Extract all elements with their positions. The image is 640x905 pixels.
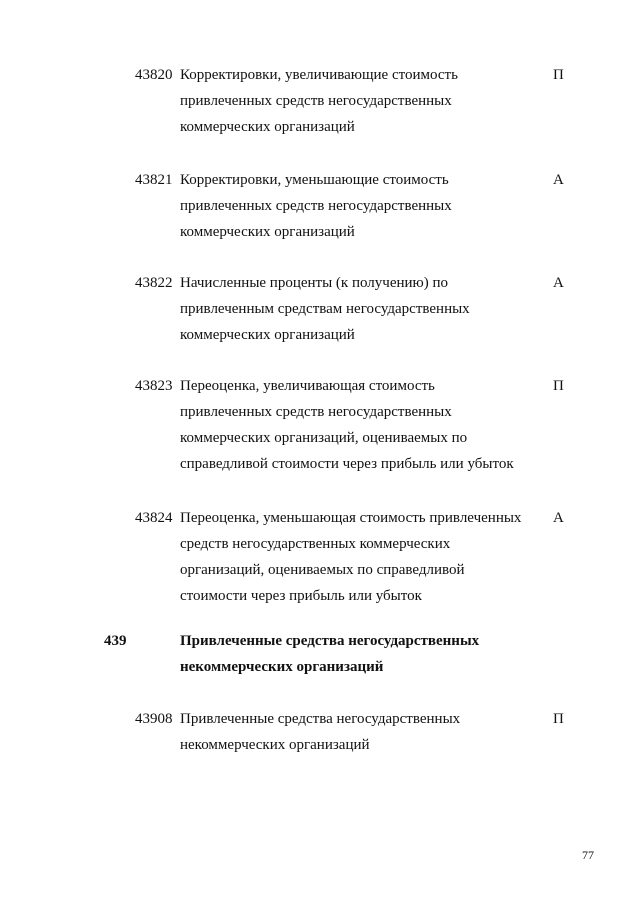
description-line: Начисленные проценты (к получению) по [180, 275, 449, 291]
account-description [180, 373, 540, 477]
account-code: 43824 [135, 510, 173, 526]
description-line: справедливой стоимости через прибыль или убыток [180, 456, 514, 472]
description-line: коммерческих организаций [180, 224, 355, 240]
account-description [180, 62, 540, 140]
description-line: привлеченных средств негосударственных [180, 198, 452, 214]
account-code: 43823 [135, 378, 173, 394]
section-title [180, 628, 540, 680]
account-type: П [553, 67, 564, 83]
account-description [180, 167, 540, 245]
account-type: П [553, 711, 564, 727]
page-number: 77 [582, 848, 594, 862]
account-type: А [553, 510, 564, 526]
account-code: 43820 [135, 67, 173, 83]
description-line: Корректировки, увеличивающие стоимость [180, 67, 458, 83]
section-title-line: некоммерческих организаций [180, 659, 384, 675]
section-code: 439 [104, 633, 127, 649]
account-code: 43821 [135, 172, 173, 188]
account-description [180, 706, 540, 758]
description-line: некоммерческих организаций [180, 737, 370, 753]
description-line: привлеченных средств негосударственных [180, 93, 452, 109]
description-line: Переоценка, уменьшающая стоимость привлеченных [180, 510, 522, 526]
section-title-line: Привлеченные средства негосударственных [180, 633, 480, 649]
description-line: привлеченным средствам негосударственных [180, 301, 470, 317]
account-code: 43822 [135, 275, 173, 291]
description-line: Переоценка, увеличивающая стоимость [180, 378, 435, 394]
description-line: средств негосударственных коммерческих [180, 536, 451, 552]
description-line: коммерческих организаций, оцениваемых по [180, 430, 468, 446]
description-line: Корректировки, уменьшающие стоимость [180, 172, 449, 188]
account-type: А [553, 275, 564, 291]
description-line: Привлеченные средства негосударственных [180, 711, 461, 727]
description-line: организаций, оцениваемых по справедливой [180, 562, 465, 578]
description-line: коммерческих организаций [180, 119, 355, 135]
account-type: А [553, 172, 564, 188]
description-line: коммерческих организаций [180, 327, 355, 343]
account-code: 43908 [135, 711, 173, 727]
description-line: привлеченных средств негосударственных [180, 404, 452, 420]
description-line: стоимости через прибыль или убыток [180, 588, 422, 604]
account-type: П [553, 378, 564, 394]
account-description [180, 505, 540, 609]
account-description [180, 270, 540, 348]
